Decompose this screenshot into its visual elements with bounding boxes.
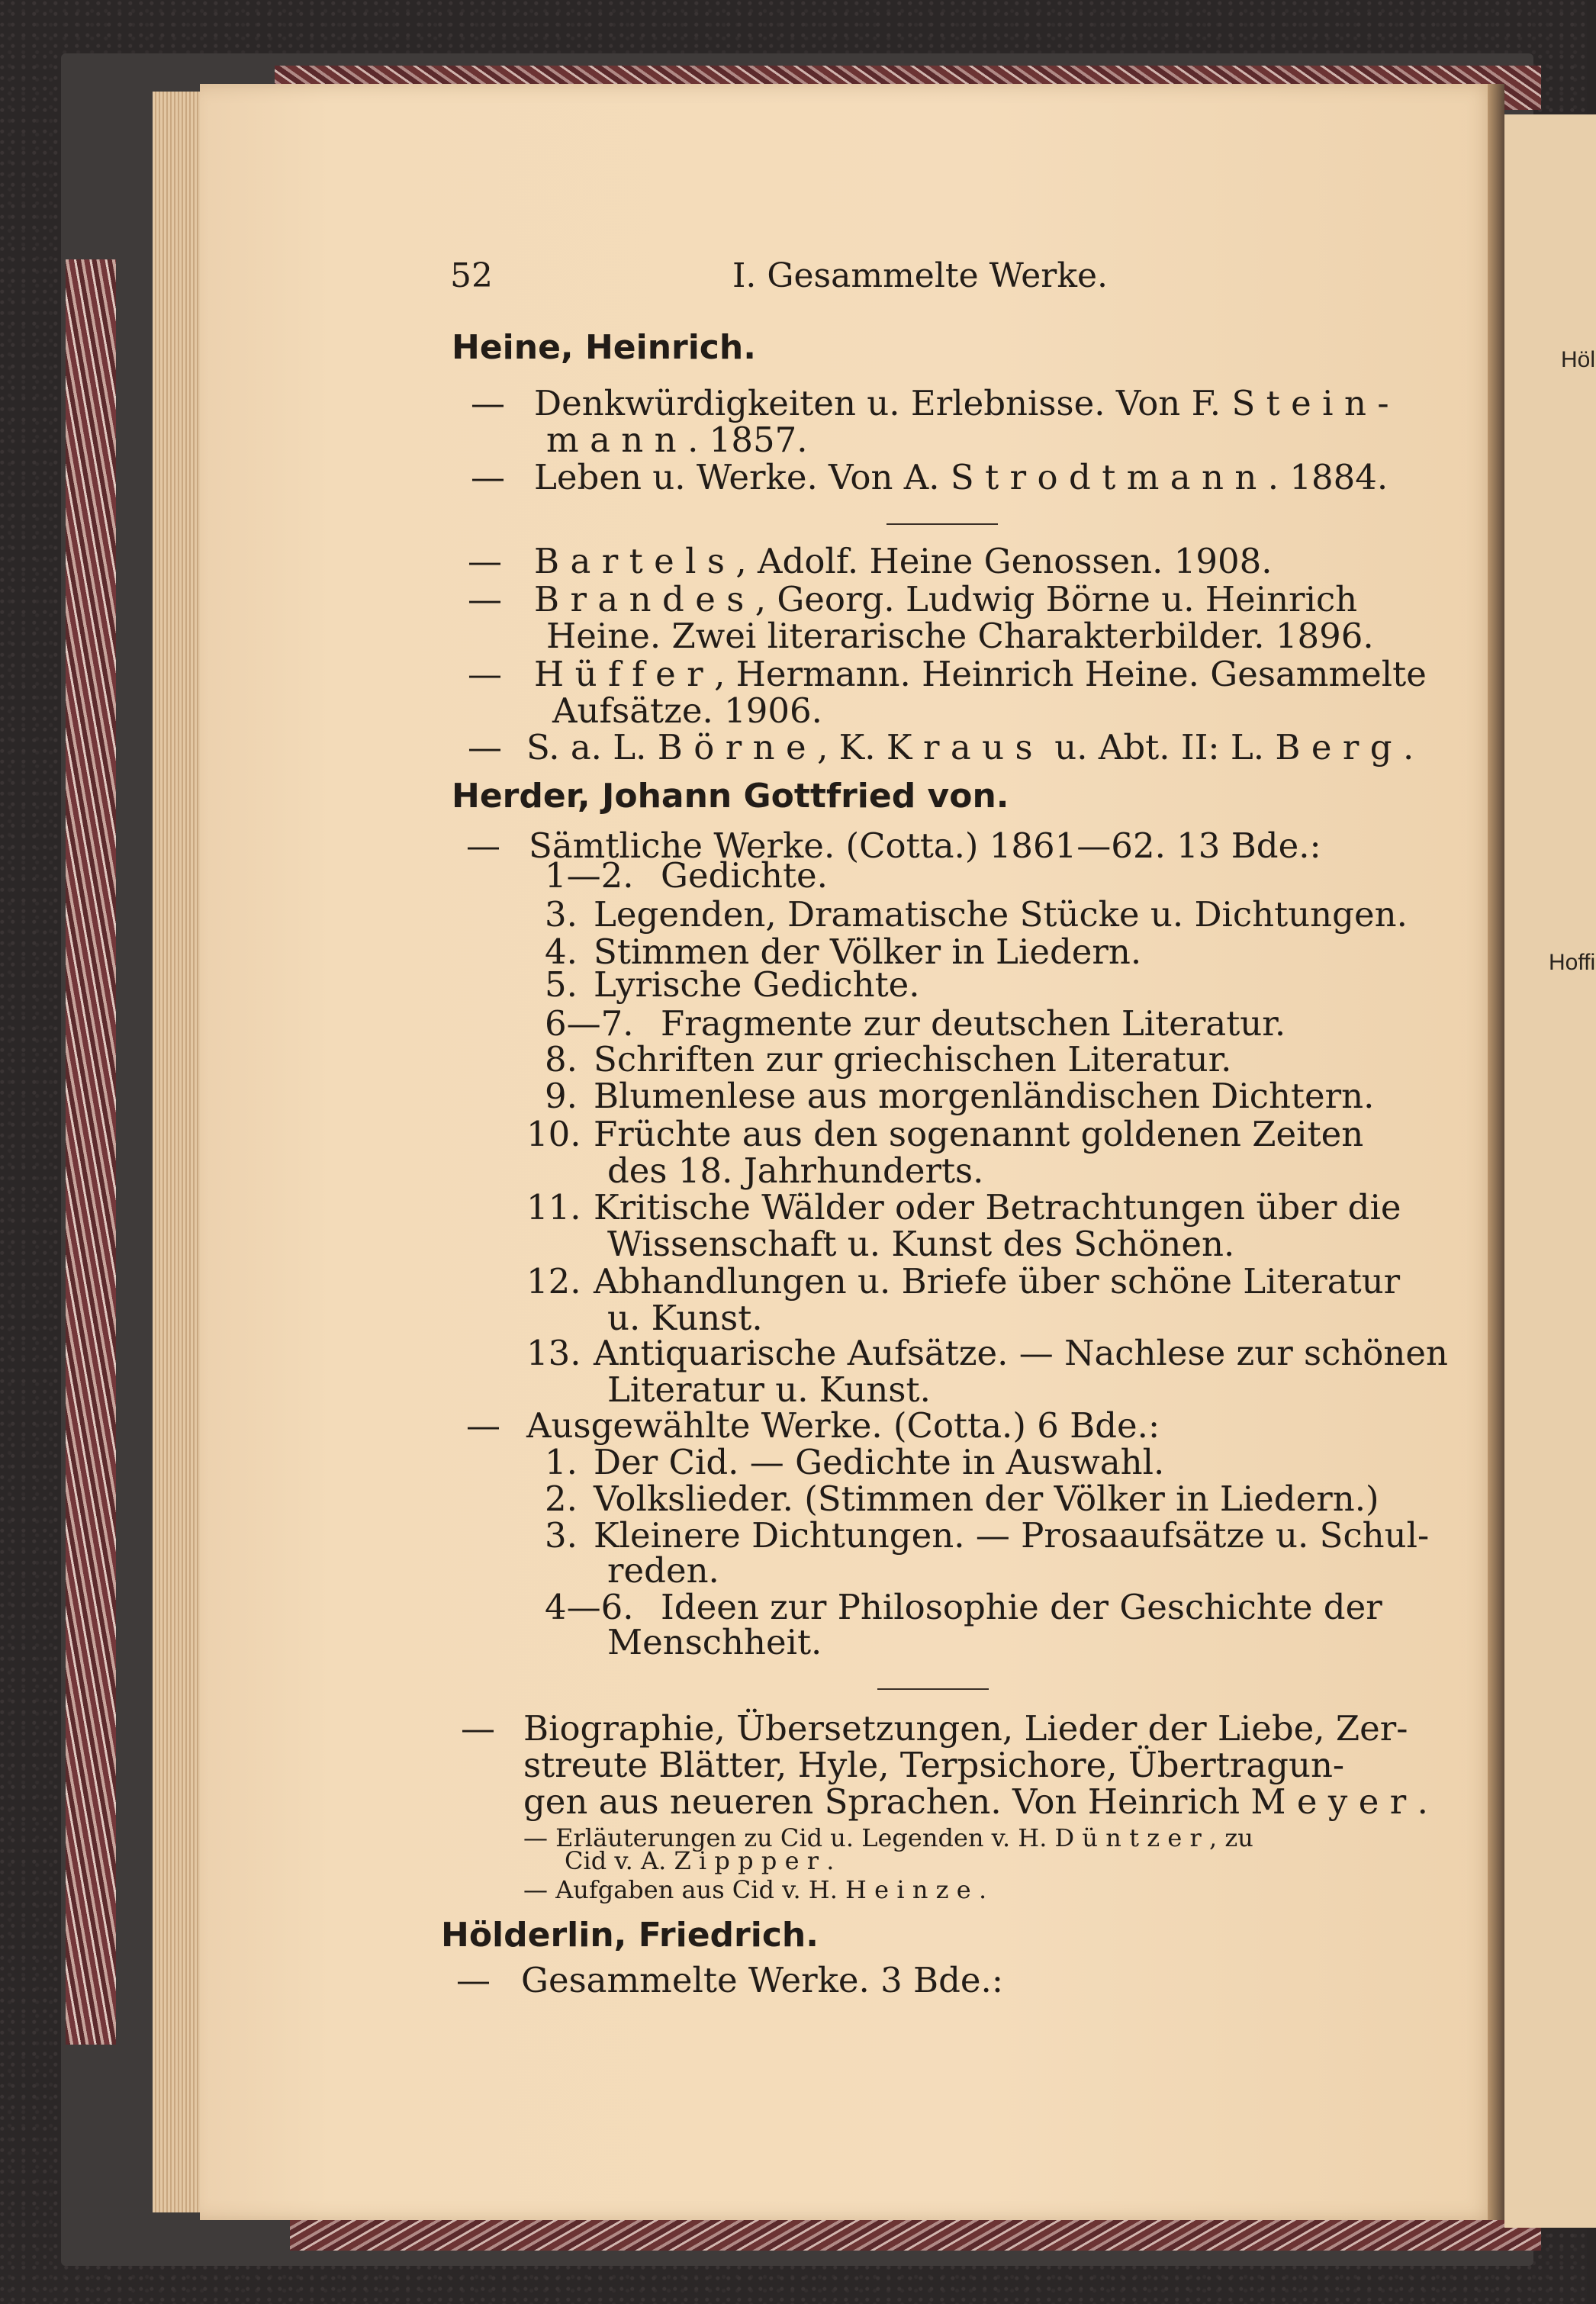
volume-title: Früchte aus den sogenannt goldenen Zeiten xyxy=(594,1114,1364,1154)
dash: — xyxy=(456,1960,491,2000)
volume-number: 1—2. xyxy=(545,855,634,896)
page-number: 52 xyxy=(450,256,493,295)
volume-number: 13. xyxy=(526,1333,581,1373)
entry-line: Denkwürdigkeiten u. Erlebnisse. Von F. Stein- xyxy=(534,383,1400,423)
dash: — xyxy=(461,1708,495,1749)
volume-title: Der Cid. — Gedichte in Auswahl. xyxy=(594,1442,1165,1482)
note-line: — Aufgaben aus Cid v. H. Heinze. xyxy=(523,1875,987,1904)
volume-number: 3. xyxy=(545,894,578,935)
entry-line: Heine. Zwei literarische Charakterbilder. 1896. xyxy=(546,616,1374,656)
entry-heading-heine: Heine, Heinrich. xyxy=(452,328,756,367)
volume-title-cont: des 18. Jahrhunderts. xyxy=(607,1150,984,1191)
volume-title-cont: reden. xyxy=(607,1550,719,1591)
volume-number: 2. xyxy=(545,1479,578,1519)
volume-title-cont: Menschheit. xyxy=(607,1622,822,1662)
entry-line: Leben u. Werke. Von A. Strodtmann. 1884. xyxy=(534,457,1388,497)
dash: — xyxy=(471,383,505,423)
dash: — xyxy=(466,825,500,866)
section-rule xyxy=(877,1688,989,1690)
entry-line: Hüffer, Hermann. Heinrich Heine. Gesammelte xyxy=(534,654,1427,694)
volume-number: 5. xyxy=(545,964,578,1005)
volume-title: Stimmen der Völker in Liedern. xyxy=(594,932,1142,972)
volume-title: Abhandlungen u. Briefe über schöne Literatur xyxy=(594,1261,1401,1302)
volume-number: 6—7. xyxy=(545,1003,634,1044)
volume-title: Gedichte. xyxy=(661,855,828,896)
entry-line: Bartels, Adolf. Heine Genossen. 1908. xyxy=(534,541,1273,581)
dash: — xyxy=(468,727,502,767)
volume-title: Volkslieder. (Stimmen der Völker in Liedern.) xyxy=(594,1479,1379,1519)
section-rule xyxy=(886,523,998,525)
volume-title: Kritische Wälder oder Betrachtungen über die xyxy=(594,1187,1401,1228)
entry-line: mann. 1857. xyxy=(546,420,808,460)
volume-title: Fragmente zur deutschen Literatur. xyxy=(661,1003,1286,1044)
volume-number: 11. xyxy=(526,1187,581,1228)
entry-line: S. a. L. Börne, K. Kraus u. Abt. II: L. Berg. xyxy=(526,727,1414,767)
volume-title-cont: Literatur u. Kunst. xyxy=(607,1369,931,1410)
dash: — xyxy=(466,1405,500,1446)
entry-line: streute Blätter, Hyle, Terpsichore, Übertragun- xyxy=(523,1745,1345,1785)
entry-line: Aufsätze. 1906. xyxy=(552,690,822,731)
entry-heading-herder: Herder, Johann Gottfried von. xyxy=(452,777,1009,816)
volume-number: 12. xyxy=(526,1261,581,1302)
volume-title-cont: Wissenschaft u. Kunst des Schönen. xyxy=(607,1224,1235,1264)
dash: — xyxy=(471,457,505,497)
volume-number: 1. xyxy=(545,1442,578,1482)
running-title: I. Gesammelte Werke. xyxy=(732,256,1109,295)
volume-title: Lyrische Gedichte. xyxy=(594,964,920,1005)
dash: — xyxy=(468,541,502,581)
volume-number: 4. xyxy=(545,932,578,972)
entry-heading-hoelderlin: Hölderlin, Friedrich. xyxy=(441,1916,819,1955)
facing-page-fragment-middle: Hoffi xyxy=(1549,950,1596,975)
note-line: — Erläuterungen zu Cid u. Legenden v. H. Düntzer, zu xyxy=(523,1823,1253,1852)
dash: — xyxy=(468,654,502,694)
volume-title: Blumenlese aus morgenländischen Dichtern. xyxy=(594,1076,1375,1116)
volume-number: 9. xyxy=(545,1076,578,1116)
entry-line: Biographie, Übersetzungen, Lieder der Liebe, Zer- xyxy=(523,1708,1408,1749)
volume-number: 3. xyxy=(545,1515,578,1556)
volume-title: Schriften zur griechischen Literatur. xyxy=(594,1039,1232,1080)
volume-title-cont: u. Kunst. xyxy=(607,1298,763,1338)
entry-line: Gesammelte Werke. 3 Bde.: xyxy=(521,1960,1004,2000)
volume-title: Kleinere Dichtungen. — Prosaaufsätze u. Schul- xyxy=(594,1515,1430,1556)
dash: — xyxy=(468,579,502,619)
volume-title: Antiquarische Aufsätze. — Nachlese zur schönen xyxy=(594,1333,1448,1373)
entry-line: Sämtliche Werke. (Cotta.) 1861—62. 13 Bde.: xyxy=(529,825,1321,866)
volume-number: 4—6. xyxy=(545,1587,634,1627)
volume-number: 10. xyxy=(526,1114,581,1154)
volume-title: Ideen zur Philosophie der Geschichte der xyxy=(661,1587,1382,1627)
entry-line: Ausgewählte Werke. (Cotta.) 6 Bde.: xyxy=(526,1405,1160,1446)
volume-title: Legenden, Dramatische Stücke u. Dichtungen. xyxy=(594,894,1408,935)
volume-number: 8. xyxy=(545,1039,578,1080)
note-line: Cid v. A. Zippper. xyxy=(565,1846,835,1875)
entry-line: Brandes, Georg. Ludwig Börne u. Heinrich xyxy=(534,579,1358,619)
facing-page-fragment-top: Höl xyxy=(1561,347,1596,372)
entry-line: gen aus neueren Sprachen. Von Heinrich Meyer. xyxy=(523,1781,1428,1822)
